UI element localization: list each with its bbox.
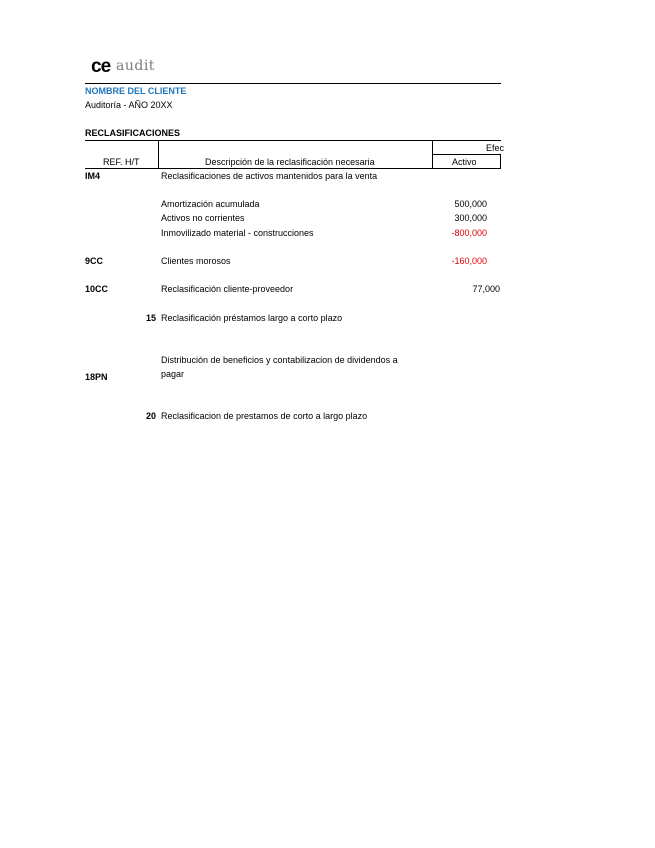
row-im4-ref: IM4: [85, 171, 101, 181]
header-top-rule: [85, 83, 501, 84]
row-amortizacion-value: 500,000: [454, 199, 487, 209]
row-18pn-description-line2: pagar: [161, 369, 185, 379]
row-15-description: Reclasificación préstamos largo a corto plazo: [161, 313, 343, 323]
row-10cc-ref: 10CC: [85, 284, 109, 294]
row-amortizacion-description: Amortización acumulada: [161, 199, 260, 209]
section-title: RECLASIFICACIONES: [85, 128, 181, 138]
client-name: NOMBRE DEL CLIENTE: [85, 86, 187, 96]
row-9cc-value: -160,000: [451, 256, 487, 266]
row-9cc-ref: 9CC: [85, 256, 104, 266]
row-18pn-description-line1: Distribución de beneficios y contabilizacion de dividendos a: [161, 355, 398, 365]
row-20-ref: 20: [146, 411, 157, 421]
ref-column-header: REF. H/T: [103, 157, 140, 167]
table-col-divider-1: [158, 140, 159, 169]
row-10cc-description: Reclasificación cliente-proveedor: [161, 284, 294, 294]
table-col-divider-3: [500, 154, 501, 169]
row-inmovilizado-description: Inmovilizado material - construcciones: [161, 228, 314, 238]
description-column-header: Descripción de la reclasificación necesaria: [205, 157, 375, 167]
row-18pn-ref: 18PN: [85, 372, 108, 382]
table-header-bottom-rule: [85, 168, 501, 169]
row-activos-nc-description: Activos no corrientes: [161, 213, 245, 223]
row-im4-description: Reclasificaciones de activos mantenidos para la venta: [161, 171, 378, 181]
activo-column-header: Activo: [452, 157, 477, 167]
logo-audit-text: audit: [116, 58, 155, 74]
table-top-rule: [85, 140, 501, 141]
row-10cc-value: 77,000: [472, 284, 500, 294]
row-9cc-description: Clientes morosos: [161, 256, 231, 266]
row-20-description: Reclasificacion de prestamos de corto a largo plazo: [161, 411, 368, 421]
row-inmovilizado-value: -800,000: [451, 228, 487, 238]
logo-ce-text: ce: [91, 56, 111, 77]
row-activos-nc-value: 300,000: [454, 213, 487, 223]
effect-header-rule: [432, 154, 501, 155]
effect-column-header: Efec: [486, 143, 505, 153]
row-15-ref: 15: [146, 313, 157, 323]
audit-year: Auditoría - AÑO 20XX: [85, 100, 173, 110]
